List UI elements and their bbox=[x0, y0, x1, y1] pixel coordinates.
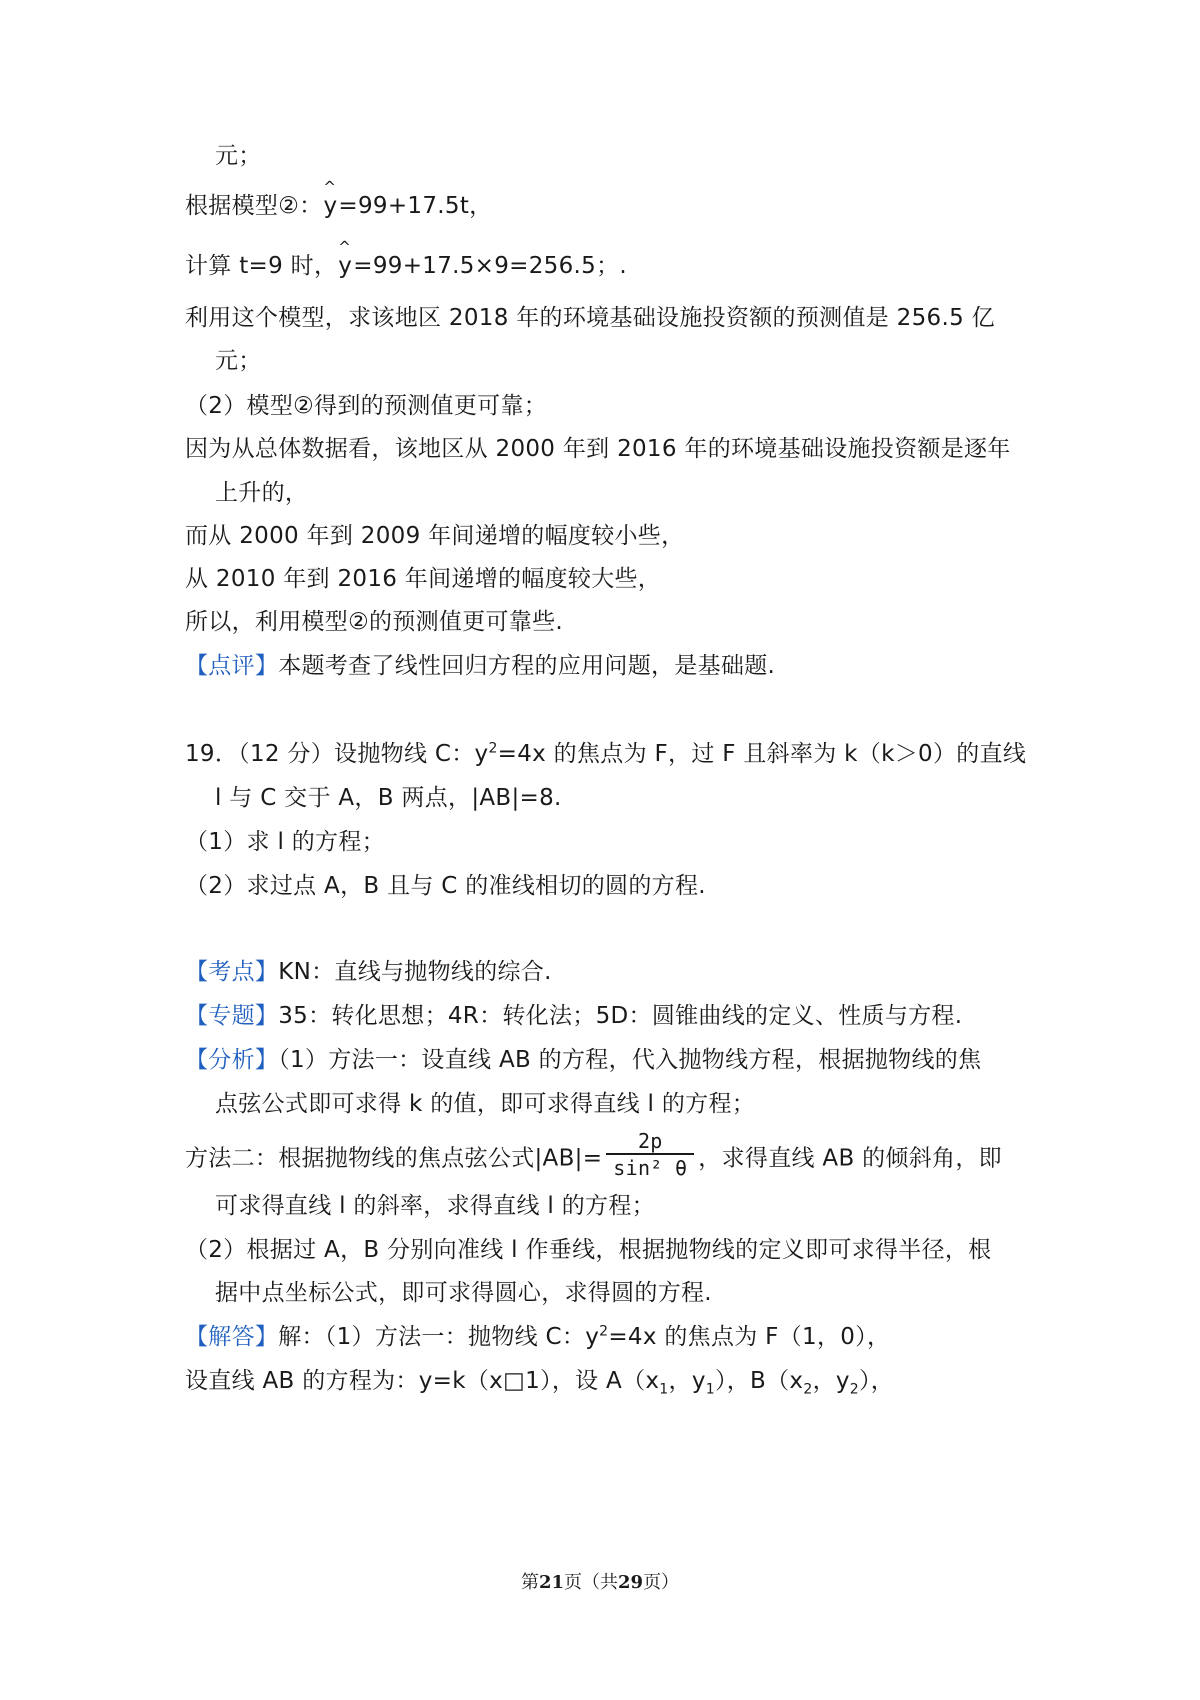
text-line: （2）根据过 A，B 分别向准线 l 作垂线，根据抛物线的定义即可求得半径，根 bbox=[185, 1237, 992, 1263]
missing-glyph-box: □ bbox=[503, 1368, 526, 1394]
total-pages: 29 bbox=[618, 1572, 644, 1593]
text-line: （1）求 l 的方程； bbox=[185, 829, 385, 855]
knowledge-point-tag: 【考点】 bbox=[185, 959, 279, 985]
knowledge-point-line: 【考点】KN：直线与抛物线的综合. bbox=[185, 959, 552, 985]
text-line: 方法二：根据抛物线的焦点弦公式|AB|= $\frac{2p}{\text{sin² θ}}$ ，求得直线 AB 的倾斜角，即 bbox=[185, 1129, 1002, 1180]
text-line: 设直线 AB 的方程为：y=k（x□1），设 $A(x_1$，$y_1$），$B(x_2$，$y_2$）， bbox=[185, 1368, 895, 1398]
comment-tag: 【点评】 bbox=[185, 653, 279, 679]
text-line: （2）模型②得到的预测值更可靠； bbox=[185, 393, 548, 419]
page-footer: 第21页（共29页） bbox=[520, 1572, 680, 1593]
analysis-tag: 【分析】 bbox=[185, 1047, 279, 1073]
page-number: 21 bbox=[538, 1572, 564, 1593]
solution-line: 【解答】解：（1）方法一：抛物线 C：$y^2=4x$ 的焦点为 F（1，0）， bbox=[185, 1323, 891, 1350]
text-line: 据中点坐标公式，即可求得圆心，求得圆的方程. bbox=[215, 1280, 712, 1306]
text-line: l 与 C 交于 A，B 两点，|AB|=8. bbox=[215, 785, 562, 811]
focal-chord-fraction: $\frac{2p}{\text{sin² θ}}$ bbox=[606, 1129, 694, 1181]
comment-line: 【点评】本题考查了线性回归方程的应用问题，是基础题. bbox=[185, 653, 776, 679]
text-line: 点弦公式即可求得 k 的值，即可求得直线 l 的方程； bbox=[215, 1091, 756, 1117]
text-line: 计算 t=9 时， ^ y=99+17.5×9=256.5；. bbox=[185, 250, 627, 282]
text-line: 因为从总体数据看，该地区从 2000 年到 2016 年的环境基础设施投资额是逐年 bbox=[185, 436, 1011, 462]
y-hat-symbol: ^ y bbox=[323, 178, 338, 219]
y-hat-symbol: ^ y bbox=[338, 238, 353, 279]
topic-tag: 【专题】 bbox=[185, 1003, 279, 1029]
text-line: 可求得直线 l 的斜率，求得直线 l 的方程； bbox=[215, 1193, 655, 1219]
solution-tag: 【解答】 bbox=[185, 1324, 279, 1350]
text-line: 元； bbox=[215, 348, 262, 374]
text-line: 从 2010 年到 2016 年间递增的幅度较大些， bbox=[185, 566, 662, 592]
text-line: （2）求过点 A，B 且与 C 的准线相切的圆的方程. bbox=[185, 873, 706, 899]
topic-line: 【专题】35：转化思想；4R：转化法；5D：圆锥曲线的定义、性质与方程. bbox=[185, 1003, 963, 1029]
analysis-line: 【分析】（1）方法一：设直线 AB 的方程，代入抛物线方程，根据抛物线的焦 bbox=[185, 1047, 982, 1073]
text-line: 上升的， bbox=[215, 480, 309, 506]
text-line: 所以，利用模型②的预测值更可靠些. bbox=[185, 609, 564, 635]
text-line: 利用这个模型，求该地区 2018 年的环境基础设施投资额的预测值是 256.5 亿 bbox=[185, 305, 995, 331]
text-line: 而从 2000 年到 2009 年间递增的幅度较小些， bbox=[185, 523, 685, 549]
text-line: 根据模型②： ^ y=99+17.5t， bbox=[185, 190, 492, 222]
text-line: 元； bbox=[215, 143, 262, 169]
question-19-title: 19．（12 分）设抛物线 C：$y^2=4x$ 的焦点为 F，过 F 且斜率为 k（k＞0）的直线 bbox=[185, 740, 1027, 767]
